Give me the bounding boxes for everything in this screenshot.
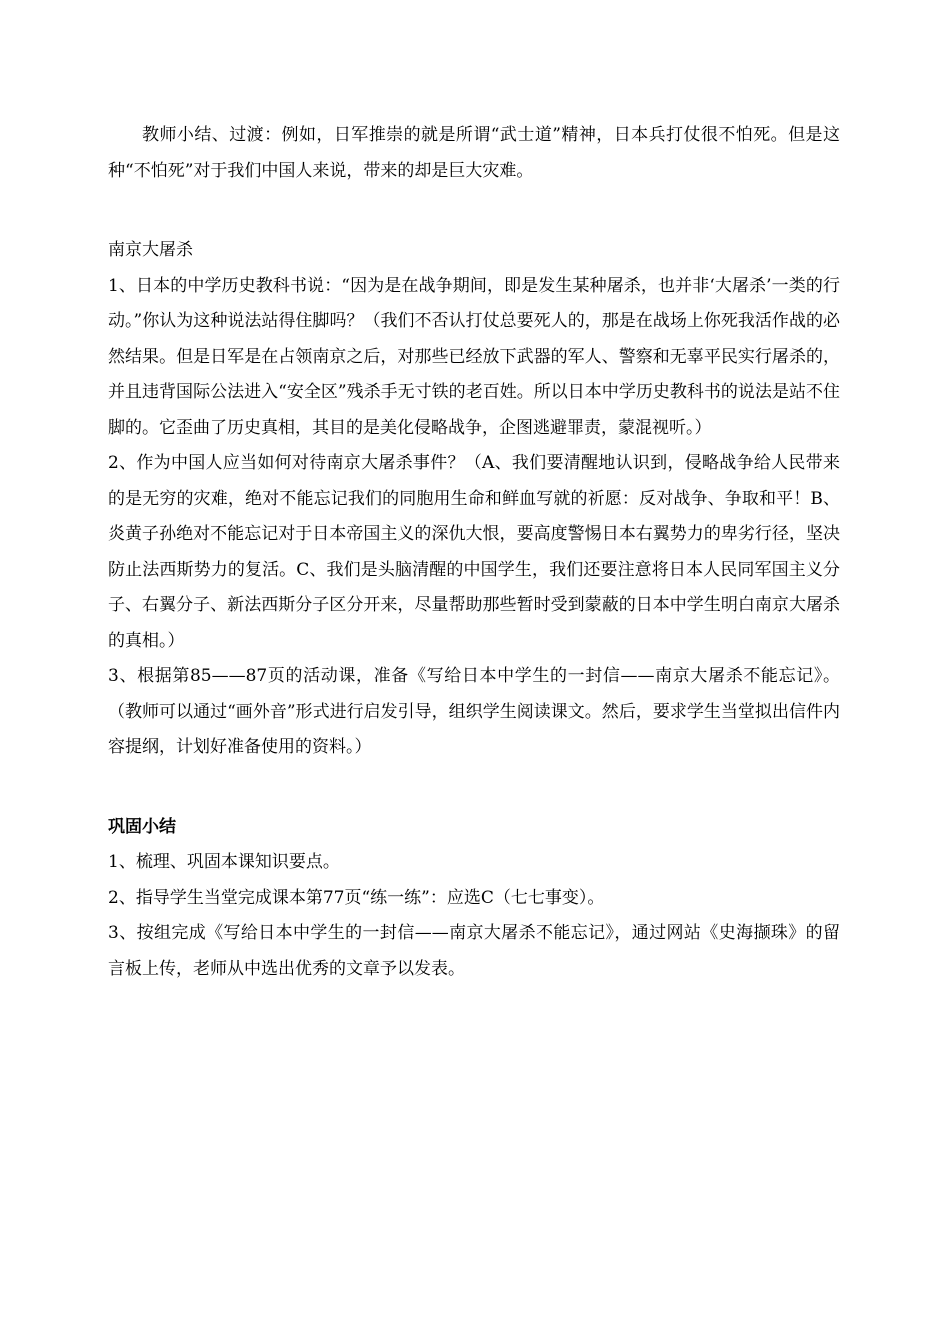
section-heading-summary: 巩固小结: [108, 816, 176, 837]
nanjing-item-1: 1、日本的中学历史教科书说：“因为是在战争期间，即是发生某种屠杀，也并非‘大屠杀’一类的行动。”你认为这种说法站得住脚吗？（我们不否认打仗总要死人的，那是在战场上你死我活作战的必然结果。但是日军是在占领南京之后，对那些已经放下武器的军人、警察和无辜平民实行屠杀的，并且违背国际公法进入“安全区”残杀手无寸铁的老百姓。所以日本中学历史教科书的说法是站不住脚的。它歪曲了历史真相，其目的是美化侵略战争，企图逃避罪责，蒙混视听。）: [108, 275, 840, 438]
intro-paragraph: 教师小结、过渡：例如，日军推崇的就是所谓“武士道”精神，日本兵打仗很不怕死。但是这种“不怕死”对于我们中国人来说，带来的却是巨大灾难。: [108, 125, 840, 181]
section-heading-nanjing: 南京大屠杀: [108, 240, 193, 260]
spacer: [108, 189, 840, 233]
document-page: [108, 118, 840, 987]
summary-item-1: 1、梳理、巩固本课知识要点。: [108, 852, 340, 872]
spacer: [108, 766, 840, 810]
nanjing-item-2: 2、作为中国人应当如何对待南京大屠杀事件？（A、我们要清醒地认识到，侵略战争给人民带来的是无穷的灾难，绝对不能忘记我们的同胞用生命和鲜血写就的祈愿：反对战争、争取和平！B、炎黄子孙绝对不能忘记对于日本帝国主义的深仇大恨，要高度警惕日本右翼势力的卑劣行径，坚决防止法西斯势力的复活。C、我们是头脑清醒的中国学生，我们还要注意将日本人民同军国主义分子、右翼分子、新法西斯分子区分开来，尽量帮助那些暂时受到蒙蔽的日本中学生明白南京大屠杀的真相。）: [108, 453, 840, 651]
summary-item-2: 2、指导学生当堂完成课本第77页“练一练”：应选C（七七事变）。: [108, 887, 605, 908]
nanjing-item-3: 3、根据第85——87页的活动课，准备《写给日本中学生的一封信——南京大屠杀不能忘记》。（教师可以通过“画外音”形式进行启发引导，组织学生阅读课文。然后，要求学生当堂拟出信件内容提纲，计划好准备使用的资料。）: [108, 666, 840, 757]
summary-item-3: 3、按组完成《写给日本中学生的一封信——南京大屠杀不能忘记》，通过网站《史海撷珠》的留言板上传，老师从中选出优秀的文章予以发表。: [108, 923, 840, 979]
